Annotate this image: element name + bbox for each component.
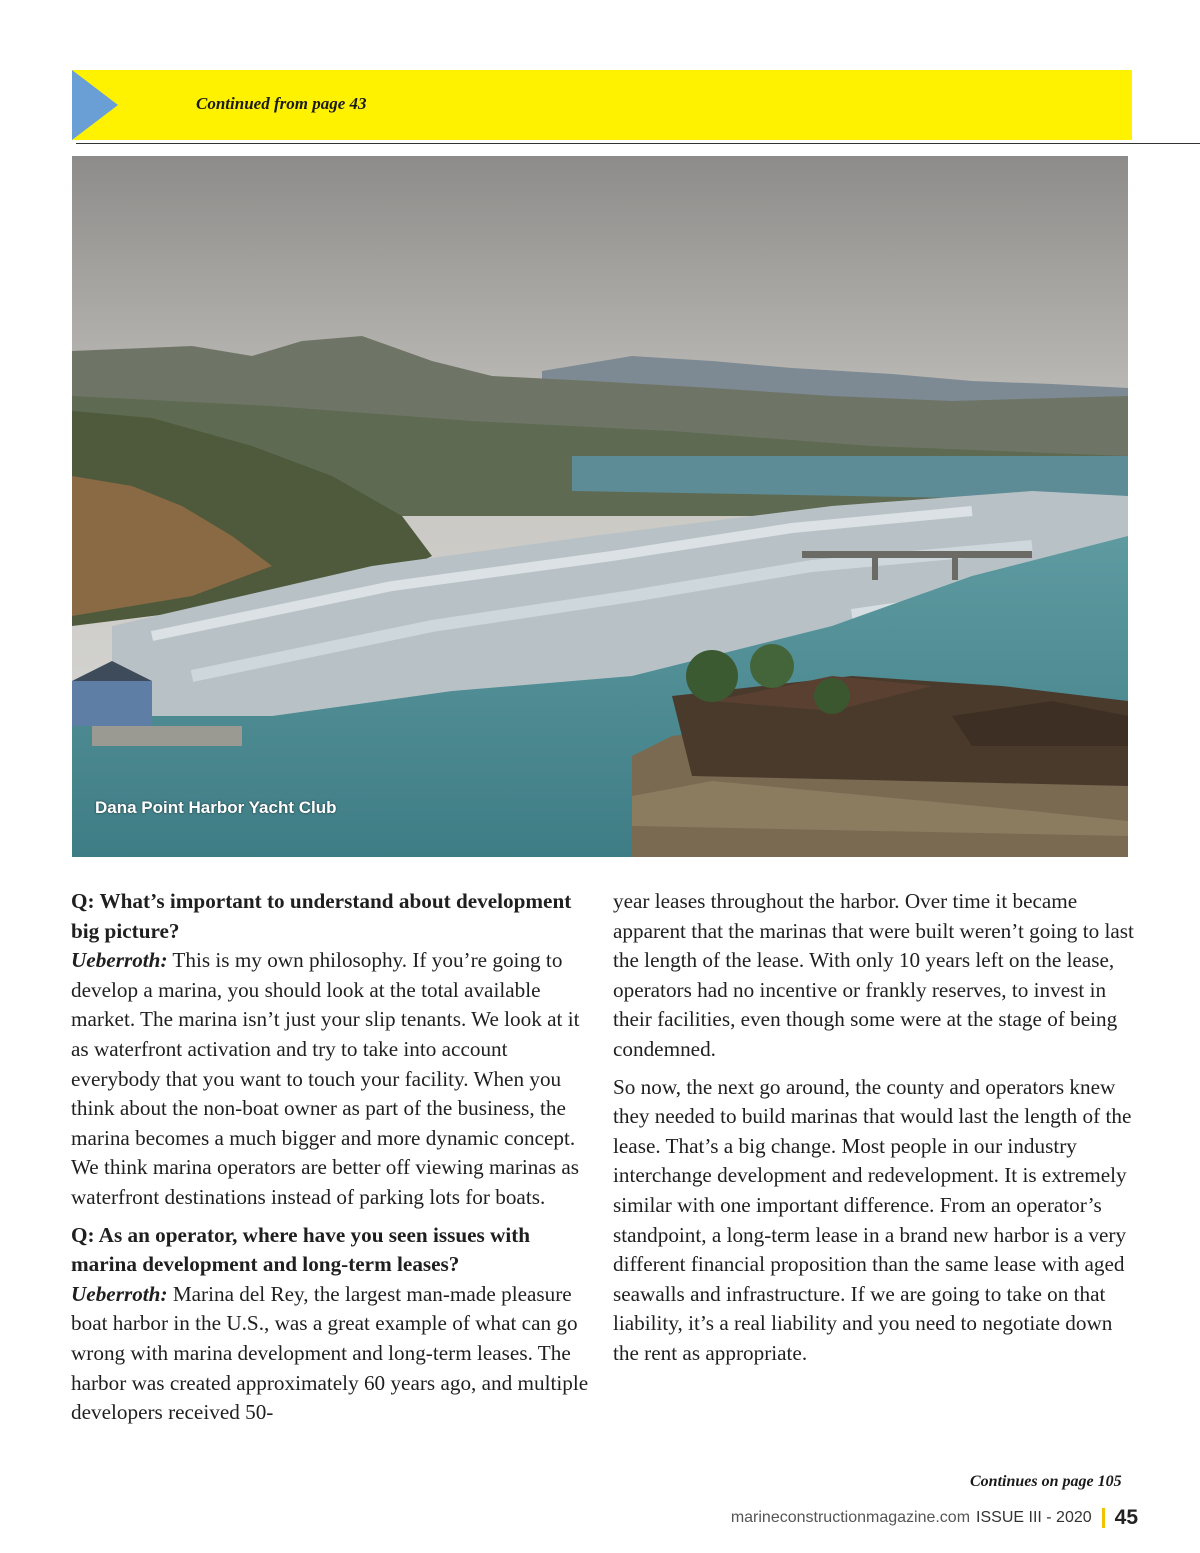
answer-1-text: This is my own philosophy. If you’re going to develop a marina, you should look at the total available market. The marina isn’t just your slip tenants. We look at it as waterfront activation and try to take into account everybody that you want to touch your facility. When you think about the non-boat owner as part of the business, the marina becomes a much bigger and more dynamic concept. We think marina operators are better off viewing marinas as waterfront destinations instead of parking lots for boats. (71, 948, 580, 1209)
arrow-icon (72, 70, 118, 140)
answer-1 (71, 946, 591, 1212)
footer-website: marineconstructionmagazine.com (730, 1509, 971, 1526)
right-paragraph-2: So now, the next go around, the county and operators knew they needed to build marinas that would last the length of the lease. That’s a big change. Most people in our industry interchange development and redevelopment. It is extremely similar with one important difference. From an operator’s standpoint, a long-term lease in a brand new harbor is a very different financial proposition than the same lease with aged seawalls and infrastructure. If we are going to take on that liability, it’s a real liability and you need to negotiate down the rent as appropriate. (613, 1074, 1132, 1365)
speaker-label: Ueberroth: (71, 1281, 168, 1306)
question-2: Q: As an operator, where have you seen issues with marina development and long-term leases? (71, 1222, 531, 1277)
answer-2-text: Marina del Rey, the largest man-made pleasure boat harbor in the U.S., was a great example of what can go wrong with marina development and long-term leases. The harbor was created approximately 60 years ago, and multiple developers received 50- (71, 1281, 589, 1425)
page-number: 45 (1114, 1506, 1138, 1529)
article-left-column (71, 887, 591, 1436)
footer-divider (1102, 1508, 1105, 1528)
question-1: Q: What’s important to understand about development big picture? (71, 889, 572, 943)
article-right-column (613, 887, 1143, 1377)
banner-divider (76, 143, 1200, 144)
photo-caption: Dana Point Harbor Yacht Club (95, 798, 337, 817)
page-footer (731, 1506, 1138, 1530)
speaker-label: Ueberroth: (71, 948, 168, 973)
footer-issue: ISSUE III - 2020 (976, 1509, 1092, 1526)
continues-label: Continues on page 105 (970, 1473, 1122, 1490)
harbor-photo (72, 156, 1128, 857)
continued-from-label: Continued from page 43 (196, 94, 367, 113)
right-paragraph-1: year leases throughout the harbor. Over time it became apparent that the marinas that were built weren’t going to last the length of the lease. With only 10 years left on the lease, operators had no incentive or frankly reserves, to invest in their facilities, even though some were at the stage of being condemned. (613, 889, 1134, 1061)
answer-2 (71, 1280, 591, 1428)
